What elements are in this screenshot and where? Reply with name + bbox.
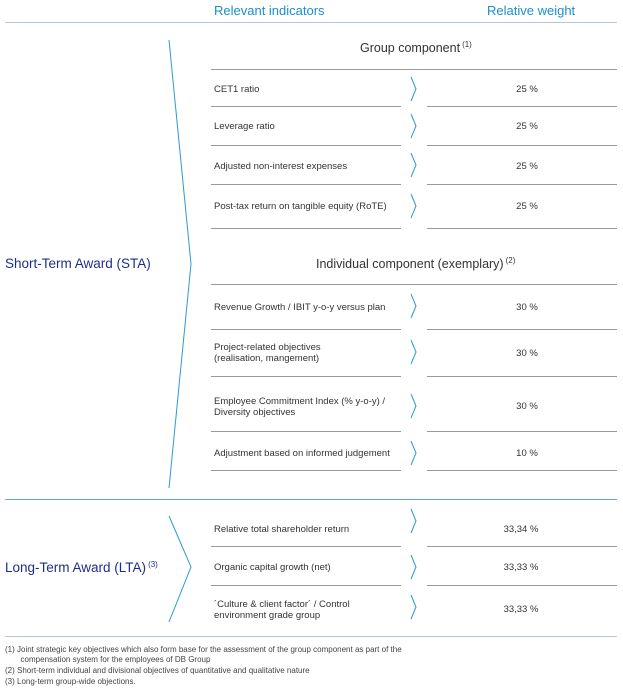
chevron-right-icon [411,114,416,138]
lta-label: Long-Term Award (LTA) $^{(3)}$ [5,560,158,575]
chevron-right-icon [411,555,416,579]
chevron-right-icon [411,294,416,318]
weight-leverage: 25 % [516,121,538,132]
indicator-rote: Post-tax return on tangible equity (RoTE) [214,201,387,212]
chevron-right-icon [411,77,416,101]
weight-expenses: 25 % [516,161,538,172]
footnote-1: (1) Joint strategic key objectives which also form base for the assessment of the group component as part of the [5,645,402,654]
chevron-right-icon [411,441,416,465]
weight-commitment: 30 % [516,401,538,412]
chevron-right-icon [411,509,416,533]
footnote-2: (2) Short-term individual and divisional objectives of quantitative and qualitative nature [5,666,310,675]
indicator-project: Project-related objectives (realisation, mangement) [214,342,321,364]
weight-culture: 33,33 % [503,604,539,615]
indicator-judgement: Adjustment based on informed judgement [214,448,390,459]
indicator-revenue: Revenue Growth / IBIT y-o-y versus plan [214,302,386,313]
indicator-commitment: Employee Commitment Index (% y-o-y) / Diversity objectives [214,396,386,418]
footnote-3: (3) Long-term group-wide objections. [5,677,136,686]
chevron-right-icon [411,394,416,418]
indicator-expenses: Adjusted non-interest expenses [214,161,348,172]
indicator-organic-growth: Organic capital growth (net) [214,562,331,573]
chevron-right-icon [411,194,416,218]
sta-brace-icon [169,40,191,488]
indicator-leverage: Leverage ratio [214,121,275,132]
chevron-right-icon [411,595,416,619]
footnote-1-cont: compensation system for the employees of DB Group [5,655,211,664]
chevron-right-icon [411,153,416,177]
individual-component-title: Individual component (exemplary) $^{(2)}$ [316,256,516,271]
weight-organic-growth: 33,33 % [503,562,539,573]
weight-column-header: Relative weight [487,3,576,18]
indicator-culture: ´Culture & client factor´ / Control environment grade group [214,599,350,621]
group-component-title: Group component $^{(1)}$ [360,40,472,55]
weight-revenue: 30 % [516,302,538,313]
indicators-column-header: Relevant indicators [214,3,325,18]
lta-brace-icon [169,516,191,622]
weight-cet1: 25 % [516,84,538,95]
chevron-right-icon [411,340,416,364]
weight-project: 30 % [516,348,538,359]
weight-judgement: 10 % [516,448,538,459]
sta-label: Short-Term Award (STA) [5,256,151,271]
weight-rote: 25 % [516,201,538,212]
weight-tsr: 33,34 % [503,524,539,535]
indicator-tsr: Relative total shareholder return [214,524,350,535]
indicator-cet1: CET1 ratio [214,84,260,95]
